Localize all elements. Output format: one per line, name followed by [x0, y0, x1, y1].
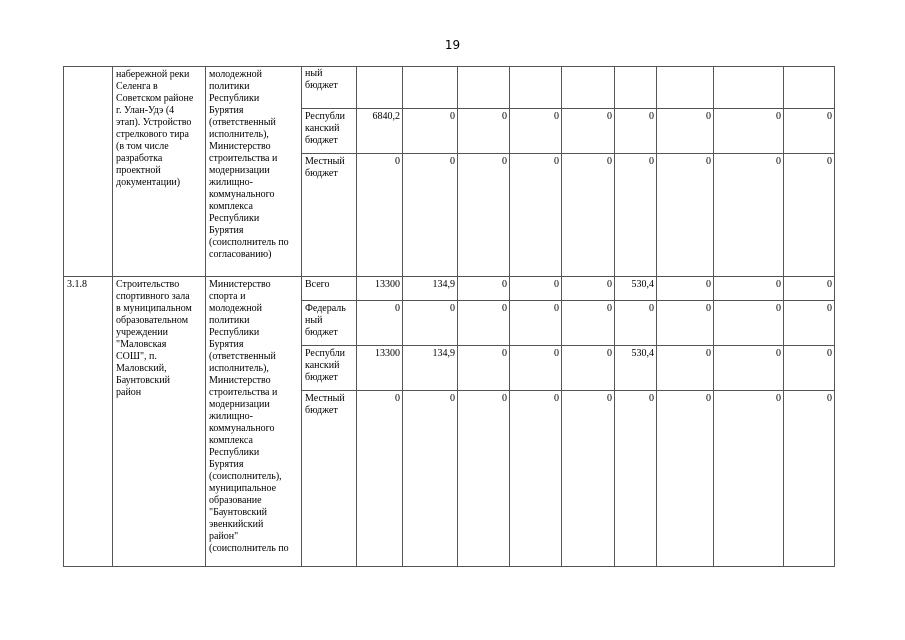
funding-source-cell: ный бюджет [302, 67, 357, 109]
value-cell: 0 [615, 154, 657, 277]
value-cell [357, 67, 403, 109]
value-cell: 0 [458, 346, 510, 391]
value-cell: 0 [714, 109, 784, 154]
executors-cell: молодежной политики Республики Бурятия (ответственный исполнитель), Министерство строительства и модернизации жилищно- коммунального комплекса Республики Бурятия (соисполнитель по согласованию) [206, 67, 302, 277]
value-cell: 0 [657, 109, 714, 154]
value-cell [657, 67, 714, 109]
value-cell: 0 [714, 154, 784, 277]
value-cell: 6840,2 [357, 109, 403, 154]
value-cell: 0 [562, 346, 615, 391]
page-number: 19 [444, 38, 461, 52]
value-cell: 0 [458, 391, 510, 567]
item-name-cell: Строительство спортивного зала в муниципальном образовательном учреждении "Маловская СОШ", п. Маловский, Баунтовский район [113, 277, 206, 567]
value-cell: 0 [615, 301, 657, 346]
funding-source-cell: Федераль ный бюджет [302, 301, 357, 346]
funding-source-cell: Республи канский бюджет [302, 346, 357, 391]
value-cell [615, 67, 657, 109]
funding-source-cell: Местный бюджет [302, 154, 357, 277]
value-cell: 0 [784, 277, 835, 301]
value-cell: 0 [510, 277, 562, 301]
value-cell: 0 [714, 346, 784, 391]
executors-cell: Министерство спорта и молодежной политики Республики Бурятия (ответственный исполнитель), Министерство строительства и модернизации жилищно- коммунального комплекса Республики Бурятия (соисполнитель), муниципальное образование "Баунтовский эвенкийский район" (соисполнитель по [206, 277, 302, 567]
value-cell: 134,9 [403, 346, 458, 391]
item-code-cell: 3.1.8 [64, 277, 113, 567]
value-cell: 0 [615, 391, 657, 567]
item-code-cell [64, 67, 113, 277]
value-cell: 0 [657, 391, 714, 567]
value-cell: 0 [615, 109, 657, 154]
funding-source-cell: Всего [302, 277, 357, 301]
budget-table [63, 66, 835, 567]
value-cell: 13300 [357, 277, 403, 301]
value-cell: 0 [562, 154, 615, 277]
value-cell: 0 [657, 277, 714, 301]
value-cell: 0 [510, 346, 562, 391]
funding-source-cell: Республи канский бюджет [302, 109, 357, 154]
value-cell [510, 67, 562, 109]
value-cell: 0 [357, 154, 403, 277]
value-cell: 134,9 [403, 277, 458, 301]
value-cell: 0 [562, 391, 615, 567]
value-cell: 0 [714, 277, 784, 301]
table-row [64, 67, 835, 109]
value-cell: 0 [458, 277, 510, 301]
value-cell: 0 [458, 301, 510, 346]
value-cell: 0 [458, 154, 510, 277]
value-cell: 530,4 [615, 277, 657, 301]
value-cell: 0 [714, 391, 784, 567]
value-cell: 0 [784, 391, 835, 567]
funding-source-cell: Местный бюджет [302, 391, 357, 567]
value-cell: 0 [784, 109, 835, 154]
value-cell: 0 [510, 301, 562, 346]
value-cell: 0 [510, 109, 562, 154]
item-name-cell: набережной реки Селенга в Советском районе г. Улан-Удэ (4 этап). Устройство стрелкового тира (в том числе разработка проектной документации) [113, 67, 206, 277]
value-cell: 0 [562, 277, 615, 301]
value-cell: 0 [357, 301, 403, 346]
value-cell: 0 [510, 154, 562, 277]
value-cell: 530,4 [615, 346, 657, 391]
value-cell: 0 [657, 346, 714, 391]
value-cell [714, 67, 784, 109]
value-cell: 0 [784, 154, 835, 277]
value-cell: 0 [657, 301, 714, 346]
value-cell: 0 [403, 154, 458, 277]
value-cell: 0 [403, 301, 458, 346]
value-cell: 0 [784, 301, 835, 346]
value-cell: 0 [784, 346, 835, 391]
value-cell [562, 67, 615, 109]
value-cell: 0 [403, 109, 458, 154]
value-cell [403, 67, 458, 109]
value-cell [784, 67, 835, 109]
value-cell: 0 [657, 154, 714, 277]
value-cell: 0 [510, 391, 562, 567]
value-cell: 0 [357, 391, 403, 567]
value-cell: 13300 [357, 346, 403, 391]
table-row [64, 277, 835, 301]
value-cell [458, 67, 510, 109]
value-cell: 0 [562, 109, 615, 154]
value-cell: 0 [714, 301, 784, 346]
value-cell: 0 [562, 301, 615, 346]
value-cell: 0 [403, 391, 458, 567]
value-cell: 0 [458, 109, 510, 154]
